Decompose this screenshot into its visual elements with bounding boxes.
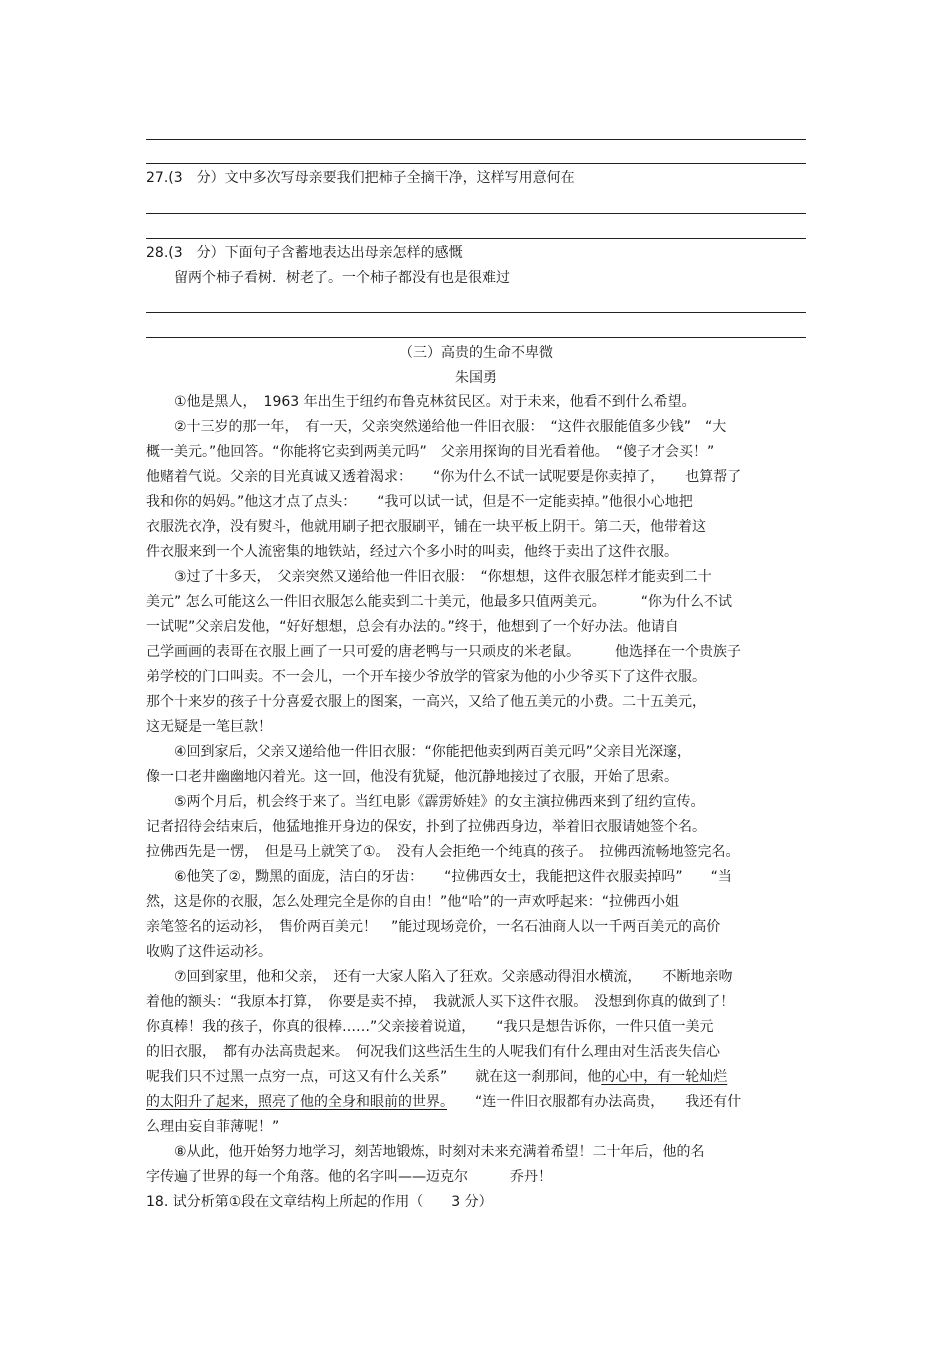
underlined-sentence: 的心中，有一轮灿烂 bbox=[601, 1069, 728, 1085]
article-line: ②十三岁的那一年， 有一天，父亲突然递给他一件旧衣服： “这件衣服能值多少钱” “大 bbox=[174, 419, 727, 435]
article-line: 记者招待会结束后，他猛地推开身边的保安，扑到了拉佛西身边，举着旧衣服请她签个名。 bbox=[146, 819, 706, 835]
article-line: 然，这是你的衣服，怎么处理完全是你的自由！”他“哈”的一声欢呼起来：“拉佛西小姐 bbox=[146, 894, 680, 910]
question-28-quote: 留两个柿子看树．树老了。一个柿子都没有也是很难过 bbox=[174, 270, 510, 286]
article-line: 亲笔签名的运动衫， 售价两百美元！ ”能过现场竞价，一名石油商人以一千两百美元的高价 bbox=[146, 919, 721, 935]
article-line: 美元” 怎么可能这么一件旧衣服怎么能卖到二十美元，他最多只值两美元。 “你为什么不试 bbox=[146, 594, 732, 610]
article-line bbox=[146, 1067, 806, 1087]
article-line: ⑤两个月后，机会终于来了。当红电影《霹雳娇娃》的女主演拉佛西来到了纽约宣传。 bbox=[174, 794, 705, 810]
article-line: 字传遍了世界的每一个角落。他的名字叫——迈克尔 乔丹！ bbox=[146, 1169, 552, 1185]
article-line: ⑦回到家里，他和父亲， 还有一大家人陷入了狂欢。父亲感动得泪水横流， 不断地亲吻 bbox=[174, 969, 733, 985]
article-text: 呢我们只不过黑一点穷一点，可这又有什么关系” 就在这一刹那间，他 bbox=[146, 1069, 602, 1085]
answer-line bbox=[146, 238, 806, 239]
article-line: 一试呢”父亲启发他，“好好想想，总会有办法的。”终于，他想到了一个好办法。他请自 bbox=[146, 619, 679, 635]
article-line: ①他是黑人， 1963 年出生于纽约布鲁克林贫民区。对于未来，他看不到什么希望。 bbox=[174, 394, 696, 410]
article-line: 你真棒！我的孩子，你真的很棒……”父亲接着说道， “我只是想告诉你，一件只值一美元 bbox=[146, 1019, 714, 1035]
underlined-sentence: 的太阳升了起来，照亮了他的全身和眼前的世界。 bbox=[146, 1094, 447, 1110]
article-line: 件衣服来到一个人流密集的地铁站，经过六个多小时的叫卖，他终于卖出了这件衣服。 bbox=[146, 544, 678, 560]
article-line: 我和你的妈妈。”他这才点了点头： “我可以试一试，但是不一定能卖掉。”他很小心地把 bbox=[146, 494, 693, 510]
article-line: 概一美元。”他回答。“你能将它卖到两美元吗” 父亲用探询的目光看着他。 “傻子才会买！” bbox=[146, 444, 715, 460]
article-line bbox=[146, 1092, 806, 1112]
article-line: 的旧衣服， 都有办法高贵起来。 何况我们这些活生生的人呢我们有什么理由对生活丧失信心 bbox=[146, 1044, 720, 1060]
answer-line bbox=[146, 139, 806, 140]
question-18: 18. 试分析第①段在文章结构上所起的作用（ 3 分） bbox=[146, 1194, 493, 1210]
article-line: 衣服洗衣净，没有熨斗，他就用刷子把衣服刷平，铺在一块平板上阴干。第二天，他带着这 bbox=[146, 519, 706, 535]
article-line: 拉佛西先是一愣， 但是马上就笑了①。 没有人会拒绝一个纯真的孩子。 拉佛西流畅地签完名。 bbox=[146, 844, 740, 860]
article-author: 朱国勇 bbox=[455, 370, 497, 386]
article-text: “连一件旧衣服都有办法高贵， 我还有什 bbox=[447, 1094, 742, 1110]
article-line: 己学画画的表哥在衣服上画了一只可爱的唐老鸭与一只顽皮的米老鼠。 他选择在一个贵族子 bbox=[146, 644, 741, 660]
article-line: 像一口老井幽幽地闪着光。这一回，他没有犹疑，他沉静地接过了衣服，开始了思索。 bbox=[146, 769, 678, 785]
answer-line bbox=[146, 337, 806, 338]
article-line: ③过了十多天， 父亲突然又递给他一件旧衣服： “你想想，这件衣服怎样才能卖到二十 bbox=[174, 569, 712, 585]
article-line: 收购了这件运动衫。 bbox=[146, 944, 272, 960]
article-line: 那个十来岁的孩子十分喜爱衣服上的图案，一高兴，又给了他五美元的小费。二十五美元， bbox=[146, 694, 706, 710]
article-line: ④回到家后，父亲又递给他一件旧衣服：“你能把他卖到两百美元吗”父亲目光深邃， bbox=[174, 744, 692, 760]
article-line: ⑧从此，他开始努力地学习，刻苦地锻炼，时刻对未来充满着希望！二十年后，他的名 bbox=[174, 1144, 705, 1160]
article-title: （三）高贵的生命不卑微 bbox=[399, 345, 553, 361]
article-line: ⑥他笑了②，黝黑的面庞，洁白的牙齿： “拉佛西女士，我能把这件衣服卖掉吗” “当 bbox=[174, 869, 732, 885]
question-28: 28.(3 分）下面句子含蓄地表达出母亲怎样的感慨 bbox=[146, 245, 463, 261]
answer-line bbox=[146, 213, 806, 214]
article-line: 么理由妄自菲薄呢！” bbox=[146, 1119, 280, 1135]
article-line: 着他的额头：“我原本打算， 你要是卖不掉， 我就派人买下这件衣服。 没想到你真的做到了！ bbox=[146, 994, 735, 1010]
answer-line bbox=[146, 312, 806, 313]
answer-line bbox=[146, 163, 806, 164]
question-27: 27.(3 分）文中多次写母亲要我们把柿子全摘干净，这样写用意何在 bbox=[146, 170, 575, 186]
article-line: 他赌着气说。父亲的目光真诚又透着渴求： “你为什么不试一试呢要是你卖掉了， 也算帮了 bbox=[146, 469, 742, 485]
article-line: 弟学校的门口叫卖。不一会儿，一个开车接少爷放学的管家为他的小少爷买下了这件衣服。 bbox=[146, 669, 706, 685]
article-line: 这无疑是一笔巨款！ bbox=[146, 719, 272, 735]
